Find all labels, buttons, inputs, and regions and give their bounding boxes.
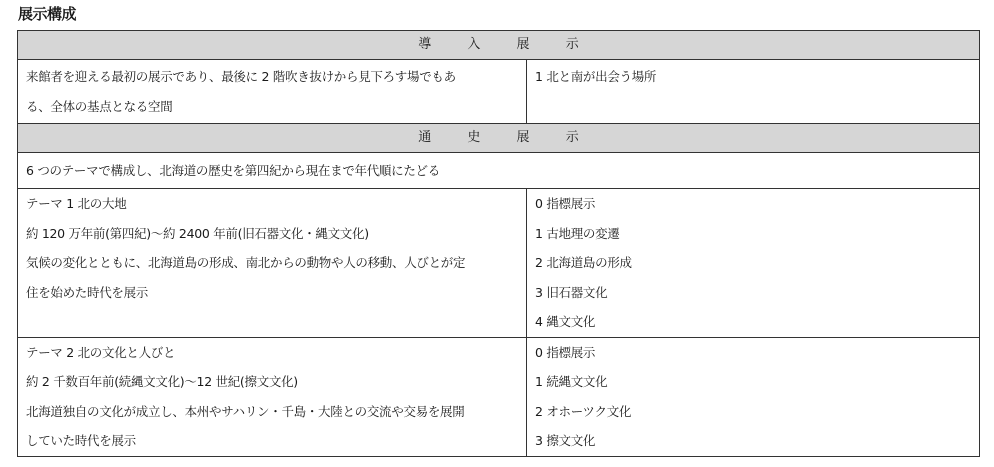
theme-item: 0 指標展示 <box>535 344 596 360</box>
page-title: 展示構成 <box>18 5 77 23</box>
intro-header-row <box>18 31 980 60</box>
theme-items <box>527 189 980 338</box>
history-summary: 6 つのテーマで構成し、北海道の歴史を第四紀から現在まで年代順にたどる <box>18 153 980 189</box>
theme-items <box>527 337 980 456</box>
exhibit-composition-table <box>17 30 980 457</box>
theme-item: 0 指標展示 <box>535 196 596 211</box>
history-summary-row <box>18 153 980 189</box>
theme-row <box>18 189 980 338</box>
intro-items <box>527 60 980 124</box>
theme-item: 2 北海道島の形成 <box>535 255 632 270</box>
theme-description <box>18 337 527 456</box>
history-header-row <box>18 124 980 153</box>
intro-content-row <box>18 60 980 124</box>
theme-period: 約 2 千数百年前(続縄文文化)～12 世紀(擦文文化) <box>26 374 298 389</box>
intro-description <box>18 60 527 124</box>
theme-item: 3 擦文文化 <box>535 433 596 448</box>
history-section-header: 通 史 展 示 <box>18 124 980 153</box>
theme-period: 約 120 万年前(第四紀)～約 2400 年前(旧石器文化・縄文文化) <box>26 225 369 241</box>
intro-item: 1 北と南が出会う場所 <box>535 69 657 84</box>
theme-item: 4 縄文文化 <box>535 314 596 329</box>
theme-text-line: 北海道独自の文化が成立し、本州やサハリン・千島・大陸との交流や交易を展開 <box>26 403 465 419</box>
theme-text-line: 気候の変化とともに、北海道島の形成、南北からの動物や人の移動、人びとが定 <box>26 255 466 270</box>
theme-description <box>18 189 527 338</box>
theme-item: 2 オホーツク文化 <box>535 403 632 419</box>
theme-item: 1 古地理の変遷 <box>535 225 620 241</box>
intro-description-line: る、全体の基点となる空間 <box>26 98 173 114</box>
theme-text-line: 住を始めた時代を展示 <box>26 284 149 300</box>
theme-row <box>18 337 980 456</box>
intro-section-header: 導 入 展 示 <box>18 31 980 60</box>
theme-item: 1 続縄文文化 <box>535 374 608 389</box>
theme-text-line: していた時代を展示 <box>26 433 136 448</box>
theme-title: テーマ 2 北の文化と人びと <box>26 344 176 360</box>
theme-title: テーマ 1 北の大地 <box>26 196 127 211</box>
theme-item: 3 旧石器文化 <box>535 284 608 300</box>
intro-description-line: 来館者を迎える最初の展示であり、最後に 2 階吹き抜けから見下ろす場でもあ <box>26 69 456 84</box>
